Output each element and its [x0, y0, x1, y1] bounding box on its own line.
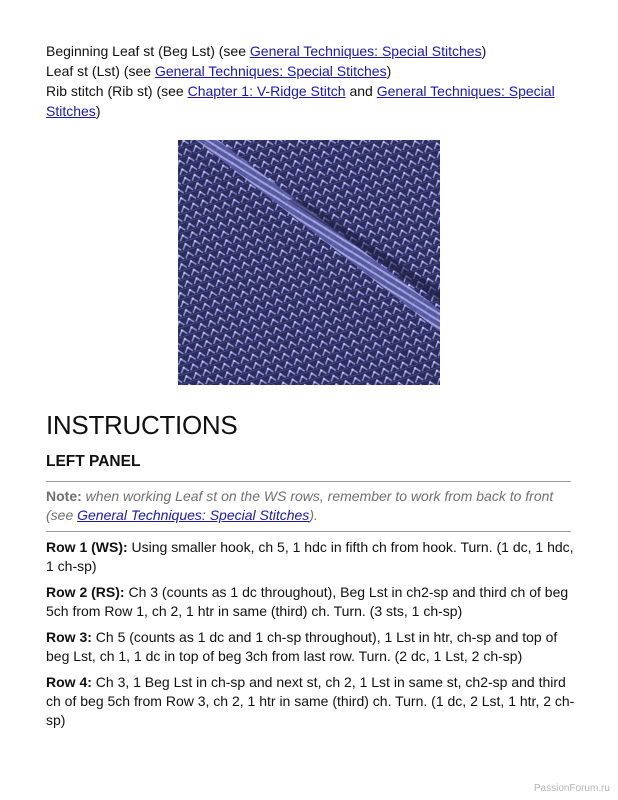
row-label: Row 1 (WS): [46, 539, 128, 555]
definition-text-end: ) [386, 63, 392, 79]
definition-rib-st [46, 81, 576, 121]
definition-beg-leaf-st [46, 41, 576, 61]
note-text-end: ). [309, 507, 318, 523]
definition-text-end: ) [481, 43, 487, 59]
crochet-swatch-photo [178, 140, 440, 385]
row-text: Ch 3 (counts as 1 dc throughout), Beg Lst in ch2-sp and third ch of beg 5ch from Row 1, ch 2, 1 htr in same (third) ch. Turn. (3 sts, 1 ch-sp) [46, 584, 569, 619]
definition-text-mid: and [345, 83, 377, 99]
row-label: Row 2 (RS): [46, 584, 125, 600]
link-general-techniques[interactable]: General Techniques: Special Stitches [154, 63, 387, 79]
link-general-techniques[interactable]: General Techniques: Special Stitches [46, 83, 555, 119]
stitch-definitions [46, 41, 576, 121]
definition-text: Rib stitch (Rib st) (see [46, 83, 188, 99]
row-1 [46, 538, 576, 576]
row-text: Ch 3, 1 Beg Lst in ch-sp and next st, ch 2, 1 Lst in same st, ch2-sp and third ch of beg 5ch from Row 3, ch 2, 1 htr in same (third) ch. Turn. (1 dc, 2 Lst, 1 htr, 2 ch-sp) [46, 674, 575, 728]
definition-text: Leaf st (Lst) (see [46, 63, 155, 79]
note-label: Note: [46, 488, 82, 504]
page-heading: INSTRUCTIONS [46, 410, 238, 440]
link-general-techniques[interactable]: General Techniques: Special Stitches [77, 507, 310, 523]
row-instructions [46, 538, 576, 737]
row-4 [46, 673, 576, 730]
row-label: Row 4: [46, 674, 92, 690]
row-text: Using smaller hook, ch 5, 1 hdc in fifth ch from hook. Turn. (1 dc, 1 hdc, 1 ch-sp) [46, 539, 574, 574]
row-label: Row 3: [46, 629, 92, 645]
link-chapter-1-v-ridge[interactable]: Chapter 1: V-Ridge Stitch [187, 83, 346, 99]
row-text: Ch 5 (counts as 1 dc and 1 ch-sp throughout), 1 Lst in htr, ch-sp and top of beg Lst, ch 1, 1 dc in top of beg 3ch from last row. Turn. (2 dc, 1 Lst, 2 ch-sp) [46, 629, 558, 664]
note-text: when working Leaf st on the WS rows, remember to work from back to front (see [46, 488, 554, 523]
definition-text: Beginning Leaf st (Beg Lst) (see [46, 43, 250, 59]
row-2 [46, 583, 576, 621]
row-3 [46, 628, 576, 666]
definition-leaf-st [46, 61, 576, 81]
section-heading: LEFT PANEL [46, 453, 141, 470]
link-general-techniques[interactable]: General Techniques: Special Stitches [249, 43, 482, 59]
definition-text-end: ) [95, 103, 101, 119]
watermark: PassionForum.ru [533, 783, 610, 794]
note-box [46, 481, 571, 532]
